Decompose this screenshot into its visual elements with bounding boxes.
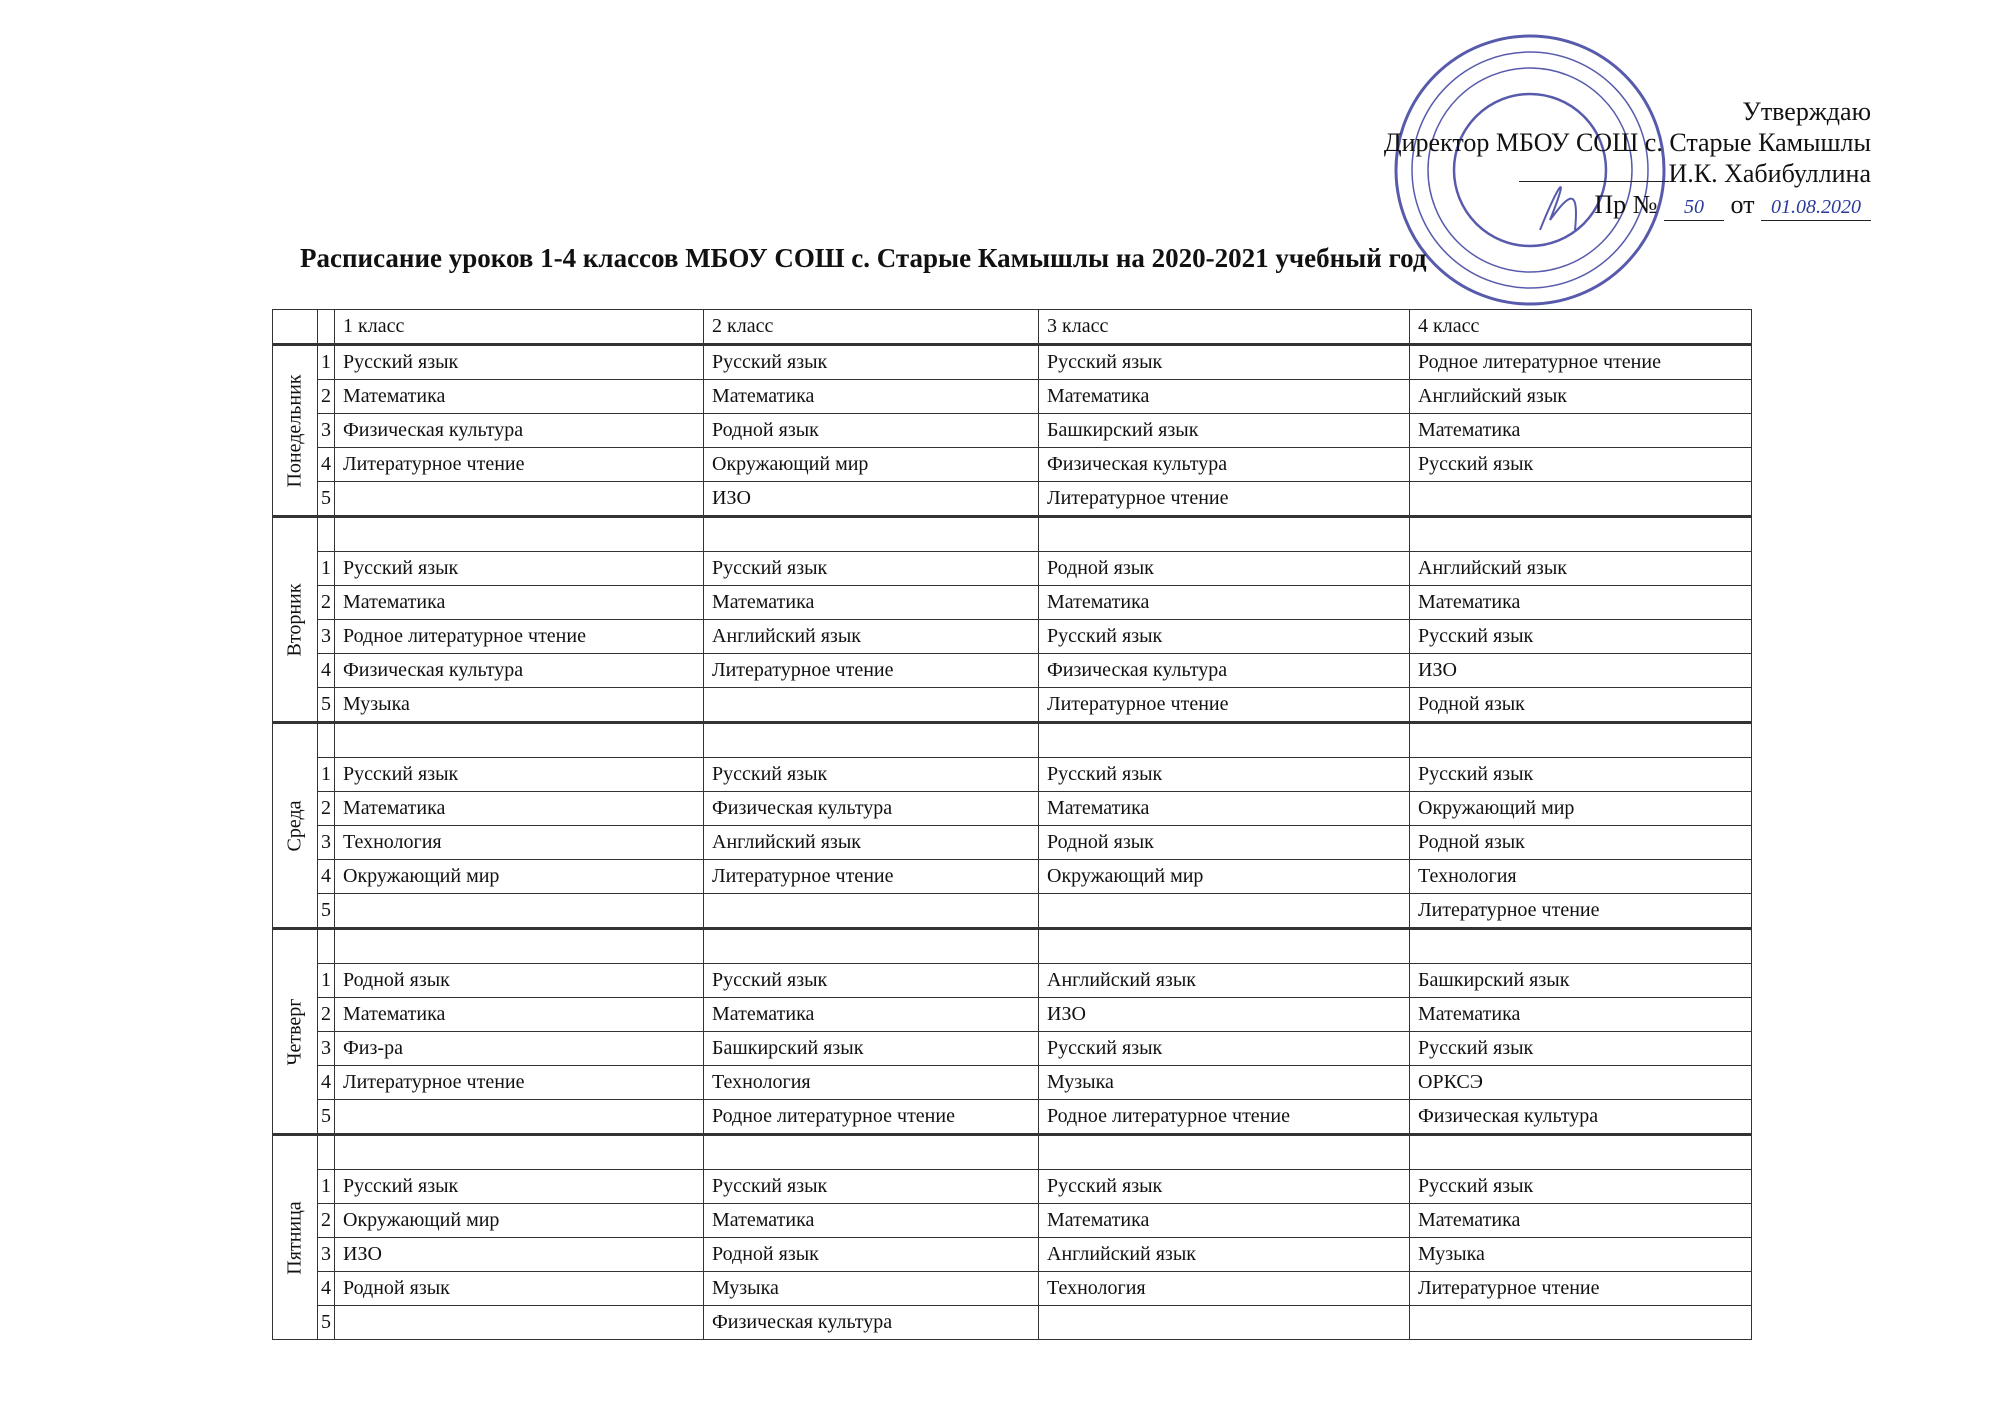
order-number: 50 [1664,194,1724,221]
lesson-cell: Музыка [704,1272,1039,1306]
lesson-cell: Окружающий мир [704,448,1039,482]
blank-row [273,929,1752,964]
lesson-number: 1 [318,964,335,998]
lesson-cell: Технология [1410,860,1752,894]
empty-cell [318,517,335,552]
lesson-cell: Литературное чтение [1039,482,1410,517]
lesson-cell: Русский язык [704,758,1039,792]
empty-cell [704,1135,1039,1170]
lesson-cell: ИЗО [704,482,1039,517]
empty-cell [704,929,1039,964]
lesson-cell: Родной язык [1039,826,1410,860]
lesson-cell: Математика [1039,586,1410,620]
lesson-cell: Математика [1410,1204,1752,1238]
order-label: Пр № [1594,190,1658,219]
lesson-number: 3 [318,620,335,654]
class-header: 2 класс [704,310,1039,345]
lesson-cell: Литературное чтение [1410,894,1752,929]
day-label: Четверг [283,997,306,1066]
lesson-cell [335,1100,704,1135]
lesson-cell: Физическая культура [335,654,704,688]
lesson-cell: Русский язык [335,345,704,380]
lesson-number: 2 [318,998,335,1032]
lesson-cell: Физ-ра [335,1032,704,1066]
empty-cell [1039,723,1410,758]
lesson-number: 2 [318,586,335,620]
blank-row [273,723,1752,758]
lesson-cell: Физическая культура [704,1306,1039,1340]
class-header: 3 класс [1039,310,1410,345]
lesson-cell: Родное литературное чтение [704,1100,1039,1135]
empty-cell [318,929,335,964]
empty-cell [318,723,335,758]
lesson-cell: Литературное чтение [335,448,704,482]
lesson-cell: Английский язык [1410,380,1752,414]
lesson-row [273,345,1752,380]
lesson-cell: Русский язык [704,345,1039,380]
lesson-cell: Математика [335,586,704,620]
lesson-number: 4 [318,1066,335,1100]
day-label-cell [273,345,318,517]
day-label-cell [273,517,318,723]
empty-cell [1410,1135,1752,1170]
lesson-cell: Окружающий мир [1410,792,1752,826]
lesson-number: 4 [318,448,335,482]
lesson-cell: Физическая культура [335,414,704,448]
lesson-cell: Родное литературное чтение [1410,345,1752,380]
day-label: Вторник [283,583,306,656]
lesson-cell: ИЗО [1410,654,1752,688]
lesson-row [273,860,1752,894]
day-label-cell [273,723,318,929]
empty-cell [335,1135,704,1170]
empty-cell [318,1135,335,1170]
schedule-table [272,309,1752,1340]
lesson-row [273,1204,1752,1238]
lesson-row [273,998,1752,1032]
empty-cell [1039,517,1410,552]
empty-cell [704,723,1039,758]
lesson-number: 4 [318,860,335,894]
lesson-cell: Математика [335,998,704,1032]
lesson-cell: Русский язык [704,552,1039,586]
lesson-cell: Технология [704,1066,1039,1100]
lesson-cell: Русский язык [1039,1032,1410,1066]
lesson-number: 5 [318,894,335,929]
class-header: 1 класс [335,310,704,345]
lesson-number: 5 [318,482,335,517]
day-label: Пятница [283,1200,306,1275]
lesson-number: 1 [318,552,335,586]
empty-cell [1410,929,1752,964]
lesson-cell: Родное литературное чтение [1039,1100,1410,1135]
day-label-cell [273,1135,318,1340]
lesson-cell: ИЗО [1039,998,1410,1032]
lesson-cell [1410,482,1752,517]
lesson-number: 2 [318,792,335,826]
day-label: Понедельник [283,373,306,488]
lesson-row [273,792,1752,826]
director-title: Директор МБОУ СОШ с. Старые Камышлы [1383,128,1871,157]
empty-cell [335,929,704,964]
lesson-cell: Литературное чтение [1039,688,1410,723]
lesson-cell: Английский язык [704,826,1039,860]
lesson-cell: Литературное чтение [1410,1272,1752,1306]
lesson-cell: Русский язык [335,552,704,586]
lesson-cell: Русский язык [335,1170,704,1204]
lesson-number: 1 [318,1170,335,1204]
lesson-row [273,380,1752,414]
empty-cell [1410,517,1752,552]
lesson-row [273,1066,1752,1100]
lesson-row [273,964,1752,998]
lesson-cell: Музыка [1410,1238,1752,1272]
lesson-cell: Родной язык [1039,552,1410,586]
lesson-cell: Окружающий мир [335,1204,704,1238]
header-row [273,310,1752,345]
lesson-cell: Математика [1410,998,1752,1032]
lesson-row [273,620,1752,654]
lesson-number: 1 [318,345,335,380]
lesson-cell [1039,1306,1410,1340]
lesson-cell: Русский язык [335,758,704,792]
lesson-cell: Родной язык [335,964,704,998]
lesson-cell: Английский язык [1039,1238,1410,1272]
lesson-number: 1 [318,758,335,792]
lesson-cell [1410,1306,1752,1340]
signature-line [1519,181,1669,182]
lesson-number: 3 [318,826,335,860]
lesson-number: 5 [318,688,335,723]
lesson-row [273,1306,1752,1340]
lesson-row [273,482,1752,517]
lesson-cell: ИЗО [335,1238,704,1272]
lesson-row [273,414,1752,448]
lesson-row [273,826,1752,860]
empty-cell [335,723,704,758]
lesson-cell: Родное литературное чтение [335,620,704,654]
lesson-number: 5 [318,1100,335,1135]
lesson-cell [704,894,1039,929]
lesson-cell: Русский язык [1039,345,1410,380]
lesson-cell: Математика [1039,792,1410,826]
lesson-cell: Русский язык [704,1170,1039,1204]
lesson-cell: Башкирский язык [1410,964,1752,998]
lesson-cell: Математика [1410,414,1752,448]
lesson-row [273,1170,1752,1204]
from-label: от [1730,190,1755,219]
lesson-cell: Физическая культура [1410,1100,1752,1135]
lesson-number: 4 [318,654,335,688]
lesson-cell: Музыка [335,688,704,723]
day-label: Среда [283,799,306,852]
lesson-cell: Русский язык [1410,1170,1752,1204]
lesson-row [273,654,1752,688]
lesson-cell: Русский язык [1410,1032,1752,1066]
lesson-cell: Родной язык [335,1272,704,1306]
lesson-row [273,688,1752,723]
approval-block [1384,96,1871,221]
num-header [318,310,335,345]
class-header: 4 класс [1410,310,1752,345]
lesson-cell [335,1306,704,1340]
director-name: И.К. Хабибуллина [1668,159,1871,188]
lesson-cell: Русский язык [1410,758,1752,792]
lesson-cell [335,482,704,517]
lesson-cell: Литературное чтение [335,1066,704,1100]
lesson-cell: Башкирский язык [704,1032,1039,1066]
lesson-cell: Физическая культура [704,792,1039,826]
order-date: 01.08.2020 [1761,194,1871,221]
lesson-cell: Русский язык [1039,758,1410,792]
day-label-cell [273,929,318,1135]
lesson-cell: Математика [1410,586,1752,620]
empty-cell [1039,1135,1410,1170]
lesson-cell: Математика [1039,1204,1410,1238]
lesson-number: 2 [318,1204,335,1238]
lesson-cell: Математика [704,380,1039,414]
empty-cell [704,517,1039,552]
lesson-row [273,1032,1752,1066]
lesson-number: 4 [318,1272,335,1306]
lesson-cell: Математика [704,586,1039,620]
lesson-row [273,1272,1752,1306]
lesson-cell [1039,894,1410,929]
lesson-row [273,1238,1752,1272]
lesson-cell: Башкирский язык [1039,414,1410,448]
lesson-cell: Русский язык [1410,620,1752,654]
lesson-cell: Русский язык [704,964,1039,998]
lesson-number: 3 [318,1238,335,1272]
lesson-row [273,552,1752,586]
lesson-cell: Литературное чтение [704,654,1039,688]
lesson-cell: Технология [335,826,704,860]
lesson-cell: ОРКСЭ [1410,1066,1752,1100]
lesson-cell: Английский язык [1039,964,1410,998]
blank-row [273,517,1752,552]
lesson-number: 2 [318,380,335,414]
lesson-cell: Музыка [1039,1066,1410,1100]
lesson-row [273,894,1752,929]
lesson-cell: Русский язык [1410,448,1752,482]
lesson-cell: Английский язык [1410,552,1752,586]
lesson-row [273,1100,1752,1135]
lesson-cell: Физическая культура [1039,654,1410,688]
lesson-row [273,586,1752,620]
lesson-cell: Родной язык [1410,826,1752,860]
lesson-cell: Технология [1039,1272,1410,1306]
page-title: Расписание уроков 1-4 классов МБОУ СОШ с. Старые Камышлы на 2020-2021 учебный год [300,243,1427,273]
lesson-row [273,448,1752,482]
lesson-cell: Математика [704,1204,1039,1238]
empty-cell [1039,929,1410,964]
lesson-cell: Литературное чтение [704,860,1039,894]
lesson-row [273,758,1752,792]
lesson-cell: Русский язык [1039,1170,1410,1204]
blank-row [273,1135,1752,1170]
lesson-cell: Математика [1039,380,1410,414]
lesson-cell: Окружающий мир [1039,860,1410,894]
empty-cell [335,517,704,552]
empty-cell [1410,723,1752,758]
lesson-cell: Окружающий мир [335,860,704,894]
lesson-cell: Родной язык [704,1238,1039,1272]
lesson-cell: Математика [704,998,1039,1032]
lesson-cell [335,894,704,929]
lesson-number: 5 [318,1306,335,1340]
lesson-number: 3 [318,1032,335,1066]
lesson-cell: Математика [335,792,704,826]
lesson-number: 3 [318,414,335,448]
lesson-cell: Математика [335,380,704,414]
lesson-cell: Русский язык [1039,620,1410,654]
lesson-cell: Физическая культура [1039,448,1410,482]
lesson-cell: Родной язык [1410,688,1752,723]
day-header [273,310,318,345]
lesson-cell: Английский язык [704,620,1039,654]
approval-heading: Утверждаю [1742,97,1871,126]
lesson-cell [704,688,1039,723]
lesson-cell: Родной язык [704,414,1039,448]
